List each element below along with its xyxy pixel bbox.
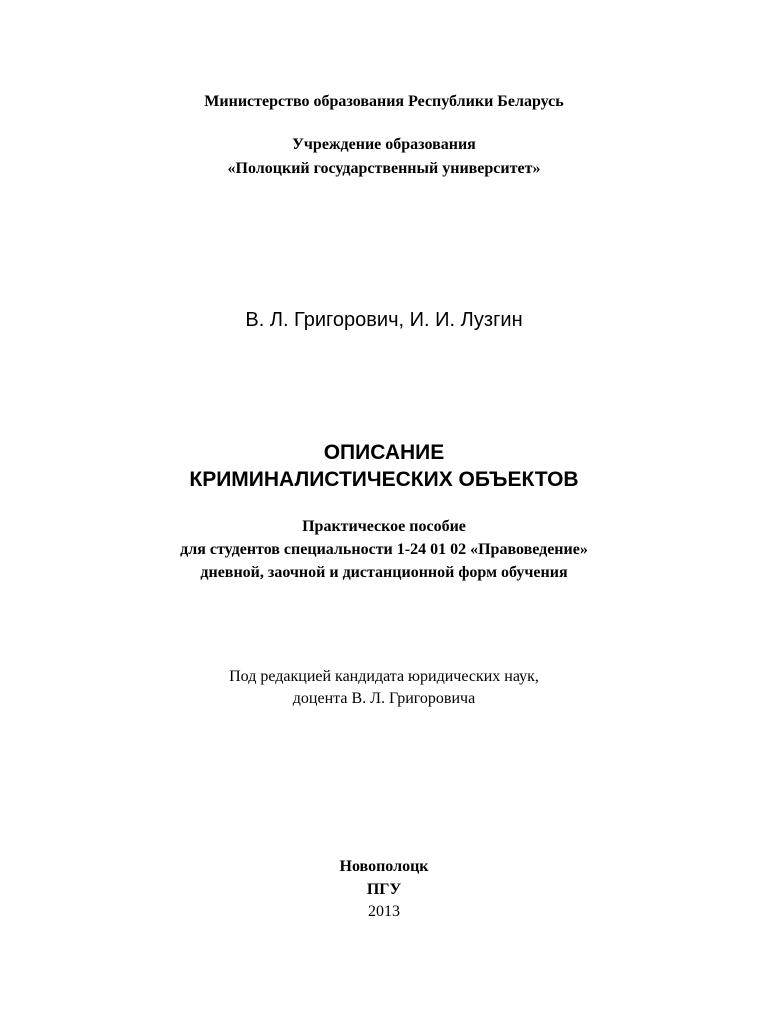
imprint-city: Новополоцк (339, 858, 429, 875)
subtitle-line-2: для студентов специальности 1-24 01 02 «Правоведение» (180, 541, 588, 558)
institution-line-2: «Полоцкий государственный университет» (227, 160, 541, 177)
institution-line-1: Учреждение образования (292, 136, 476, 153)
ministry-line: Министерство образования Республики Беларусь (204, 93, 564, 110)
subtitle-line-1: Практическое пособие (302, 518, 466, 535)
subtitle-line-3: дневной, заочной и дистанционной форм обучения (200, 564, 568, 581)
book-title-line-2: КРИМИНАЛИСТИЧЕСКИХ ОБЪЕКТОВ (189, 468, 579, 491)
book-title-line-1: ОПИСАНИЕ (323, 441, 445, 464)
editor-line-1: Под редакцией кандидата юридических наук, (229, 668, 539, 685)
editor-line-2: доцента В. Л. Григоровича (292, 690, 476, 707)
imprint-publisher: ПГУ (366, 881, 402, 898)
imprint-year: 2013 (368, 903, 400, 920)
authors: В. Л. Григорович, И. И. Лузгин (245, 309, 523, 331)
